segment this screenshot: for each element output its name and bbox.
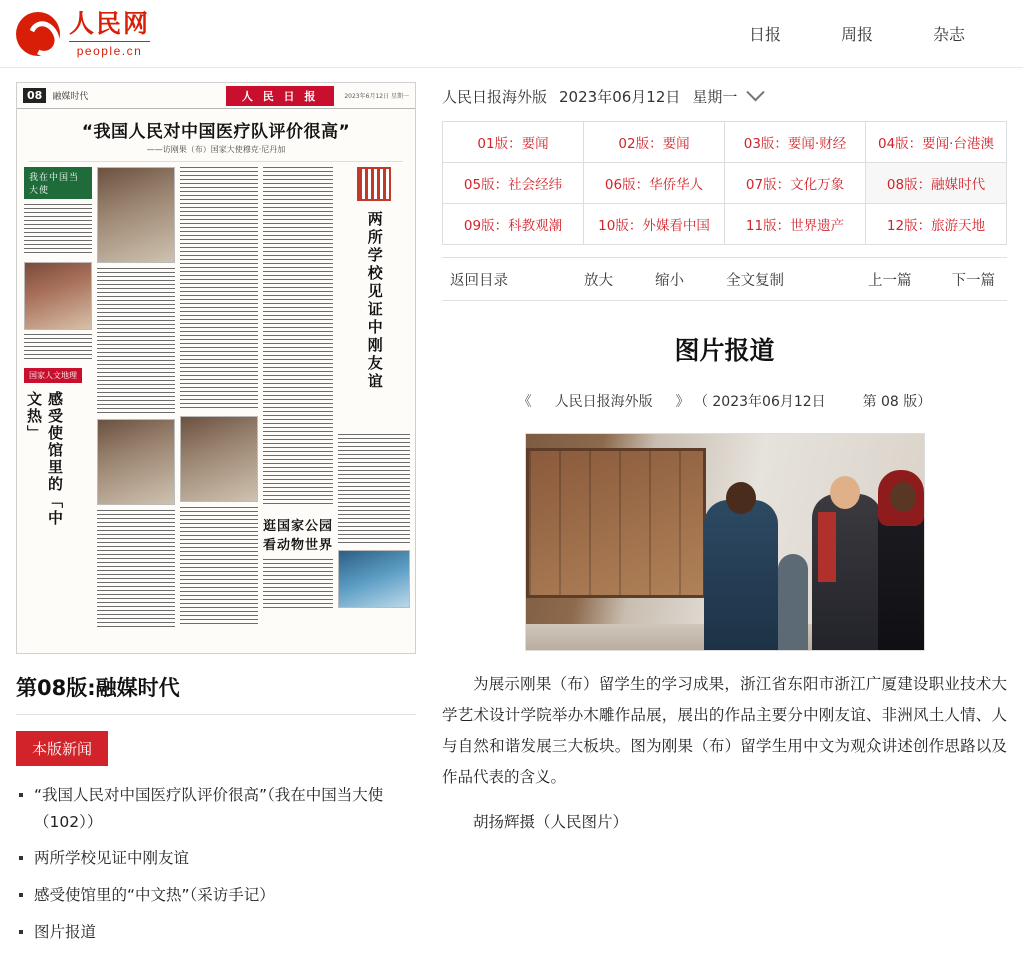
newspaper-page-thumbnail[interactable]: [16, 82, 416, 654]
thumbnail-photo-portrait: [24, 262, 92, 330]
thumbnail-text-block: [180, 507, 258, 627]
site-logo[interactable]: [16, 8, 151, 58]
nav-item-weekly[interactable]: 周报: [840, 25, 873, 44]
thumbnail-text-block: [97, 510, 175, 630]
thumbnail-bottom-title: 逛国家公园看动物世界: [263, 519, 334, 553]
thumbnail-photo-exhibit: [97, 419, 175, 505]
people-cn-logo-icon: [16, 12, 60, 56]
thumbnail-col-3: [180, 167, 258, 630]
thumbnail-vertical-title: 两所学校见证中刚友谊: [365, 211, 384, 391]
thumbnail-col-1: [24, 167, 92, 630]
logo-chinese-name: 人民网: [69, 8, 151, 38]
photo-person-guide: [704, 500, 778, 650]
article-meta-close-bracket: 》: [675, 394, 690, 410]
page-cell-02[interactable]: 02版：要闻: [584, 122, 725, 163]
thumbnail-headline: “我国人民对中国医疗队评价很高”: [81, 122, 351, 142]
thumbnail-green-box: 我在中国当大使: [24, 167, 92, 199]
copy-full-text-button[interactable]: 全文复制: [726, 272, 784, 289]
page-body: [0, 68, 1023, 955]
thumbnail-text-block: [338, 434, 410, 544]
article-toolbar: [442, 257, 1007, 301]
news-list: [16, 782, 416, 945]
zoom-out-button[interactable]: 缩小: [655, 272, 684, 289]
page-cell-06[interactable]: 06版：华侨华人: [584, 163, 725, 204]
thumbnail-col-2: [97, 167, 175, 630]
right-column: [442, 82, 1007, 955]
thumbnail-text-block: [24, 204, 92, 256]
article-meta-open-bracket: 《: [517, 394, 532, 410]
list-item[interactable]: 图片报道: [16, 919, 416, 946]
thumbnail-subhead: ——访刚果（布）国家大使穆克·尼丹加: [29, 144, 403, 162]
thumbnail-page-badge: 08: [23, 88, 46, 103]
thumbnail-columns: [17, 162, 415, 635]
photo-person-background: [778, 554, 808, 650]
page-cell-03[interactable]: 03版：要闻·财经: [725, 122, 866, 163]
thumbnail-text-block: [263, 167, 333, 507]
thumbnail-col-5: [338, 167, 410, 630]
zoom-in-button[interactable]: 放大: [584, 272, 613, 289]
previous-article-button[interactable]: 上一篇: [868, 272, 912, 289]
edition-bar: [442, 86, 1007, 107]
article-paragraph: 为展示刚果（布）留学生的学习成果，浙江省东阳市浙江广厦建设职业技术大学艺术设计学院举办木雕作品展，展出的作品主要分中刚友谊、非洲风土人情、人与自然和谐发展三大板块。图为刚果（布）留学生用中文为观众讲述创作思路以及作品代表的含义。: [442, 675, 1007, 786]
thumbnail-masthead: 人 民 日 报: [226, 86, 335, 106]
article-photo: [525, 433, 925, 651]
list-item[interactable]: 感受使馆里的“中文热”（采访手记）: [16, 882, 416, 909]
thumbnail-red-box: 国家人文地理: [24, 368, 82, 383]
thumbnail-text-block: [263, 559, 333, 609]
section-tag-local-news: 本版新闻: [16, 731, 108, 766]
photo-wood-carving-wall: [526, 448, 706, 598]
page-cell-08[interactable]: 08版：融媒时代: [866, 163, 1007, 204]
page-cell-05[interactable]: 05版：社会经纬: [443, 163, 584, 204]
left-column: [16, 82, 416, 955]
thumbnail-text-block: [180, 167, 258, 410]
nav-item-magazine[interactable]: 杂志: [932, 25, 965, 44]
thumbnail-photo-interview: [97, 167, 175, 263]
page-title: 第08版:融媒时代: [16, 676, 180, 700]
site-header: [0, 0, 1023, 68]
page-cell-01[interactable]: 01版：要闻: [443, 122, 584, 163]
list-item[interactable]: 两所学校见证中刚友谊: [16, 845, 416, 872]
page-cell-12[interactable]: 12版：旅游天地: [866, 204, 1007, 245]
thumbnail-text-block: [24, 334, 92, 360]
article-credit: 胡扬辉摄（人民图片）: [473, 813, 629, 831]
top-nav: [749, 22, 1005, 45]
page-selector-grid: [442, 121, 1007, 245]
page-cell-11[interactable]: 11版：世界遗产: [725, 204, 866, 245]
page-cell-10[interactable]: 10版：外媒看中国: [584, 204, 725, 245]
thumbnail-side-vertical-title: 感受使馆里的「中文热」: [25, 391, 64, 527]
article-date: （ 2023年06月12日: [693, 394, 826, 410]
nav-item-daily[interactable]: 日报: [748, 25, 781, 44]
logo-text: [69, 8, 151, 58]
edition-weekday: 星期一: [692, 88, 738, 106]
photo-person-visitor-2-head: [890, 482, 916, 512]
list-item[interactable]: “我国人民对中国医疗队评价很高”（我在中国当大使（102））: [16, 782, 416, 835]
back-to-contents-button[interactable]: 返回目录: [450, 272, 508, 289]
article-body: [442, 669, 1007, 838]
article-source: 人民日报海外版: [554, 394, 653, 410]
thumbnail-col-4: [263, 167, 333, 630]
article-page-number: 第 08 版）: [862, 394, 932, 410]
thumbnail-top-strip: [17, 83, 415, 109]
thumbnail-section-name: 融媒时代: [52, 92, 89, 102]
next-article-button[interactable]: 下一篇: [951, 272, 995, 289]
photo-person-visitor-1-head: [830, 476, 860, 509]
page-cell-04[interactable]: 04版：要闻·台港澳: [866, 122, 1007, 163]
thumbnail-date-line: 2023年6月12日 星期一: [344, 93, 409, 100]
photo-person-visitor-1-scarf: [818, 512, 836, 582]
page-cell-07[interactable]: 07版：文化万象: [725, 163, 866, 204]
edition-date: 2023年06月12日: [559, 88, 681, 106]
article-title: 图片报道: [674, 336, 775, 365]
logo-english-name: people.cn: [69, 41, 150, 57]
qr-code-icon: [357, 167, 391, 201]
article-meta: [442, 391, 1007, 411]
thumbnail-text-block: [97, 268, 175, 413]
chevron-down-icon[interactable]: [747, 83, 765, 101]
edition-name: 人民日报海外版: [442, 88, 548, 106]
thumbnail-photo-nature: [338, 550, 410, 608]
photo-person-guide-head: [726, 482, 756, 514]
page-cell-09[interactable]: 09版：科教观潮: [443, 204, 584, 245]
thumbnail-photo-exhibit: [180, 416, 258, 502]
divider: [16, 714, 416, 715]
